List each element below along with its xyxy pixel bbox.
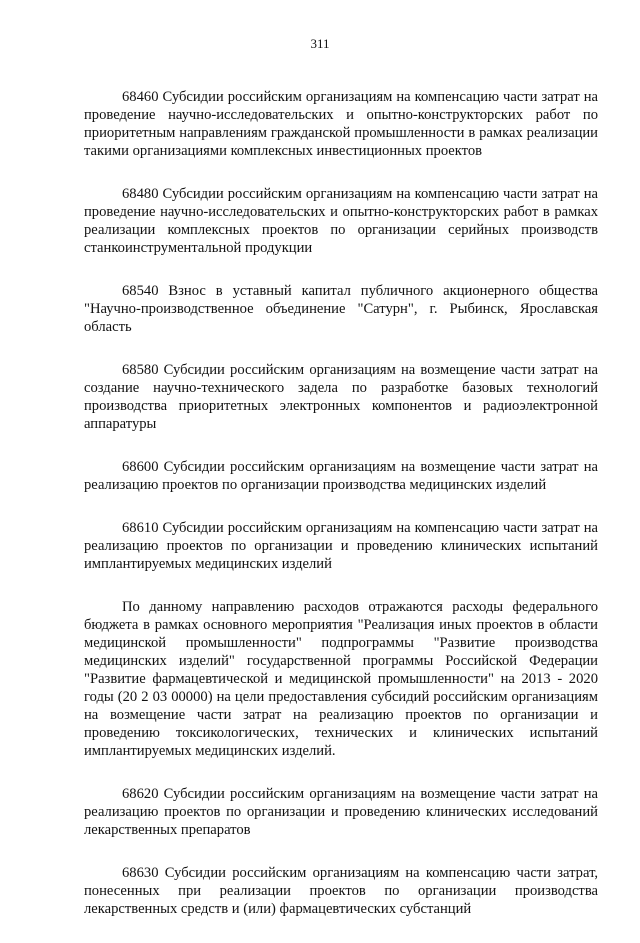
page-number: 311	[310, 36, 330, 51]
document-body	[84, 88, 598, 943]
paragraph-68620: 68620 Субсидии российским организациям на возмещение части затрат на реализацию проектов по организации и проведению клинических исследований лекарственных препаратов	[84, 786, 598, 838]
paragraph-68460: 68460 Субсидии российским организациям на компенсацию части затрат на проведение научно-исследовательских и опытно-конструкторских работ по приоритетным направлениям гражданской промышленности в рамках реализации такими организациями комплексных инвестиционных проектов	[84, 89, 598, 159]
paragraph-68630: 68630 Субсидии российским организациям на компенсацию части затрат, понесенных при реализации проектов по организации производства лекарственных средств и (или) фармацевтических субстанций	[84, 865, 598, 917]
paragraph-68480: 68480 Субсидии российским организациям на компенсацию части затрат на проведение научно-исследовательских и опытно-конструкторских работ в рамках реализации комплексных проектов по организации серийных производств станкоинструментальной продукции	[84, 186, 598, 256]
paragraph-68600: 68600 Субсидии российским организациям на возмещение части затрат на реализацию проектов по организации производства медицинских изделий	[84, 459, 598, 493]
paragraph-68580: 68580 Субсидии российским организациям на возмещение части затрат на создание научно-технического задела по разработке базовых технологий производства приоритетных электронных компонентов и радиоэлектронной аппаратуры	[84, 362, 598, 432]
paragraph-description: По данному направлению расходов отражаются расходы федерального бюджета в рамках основного мероприятия "Реализация иных проектов в области медицинской промышленности" подпрограммы "Развитие производства медицинских изделий" государственной программы Российской Федерации "Развитие фармацевтической и медицинской промышленности" на 2013 - 2020 годы (20 2 03 00000) на цели предоставления субсидий российским организациям на возмещение части затрат на реализацию проектов по организации и проведению токсикологических, технических и клинических испытаний имплантируемых медицинских изделий.	[84, 599, 598, 759]
paragraph-68610: 68610 Субсидии российским организациям на компенсацию части затрат на реализацию проектов по организации и проведению клинических испытаний имплантируемых медицинских изделий	[84, 520, 598, 572]
paragraph-68540: 68540 Взнос в уставный капитал публичного акционерного общества "Научно-производственное объединение "Сатурн", г. Рыбинск, Ярославская область	[84, 283, 598, 335]
